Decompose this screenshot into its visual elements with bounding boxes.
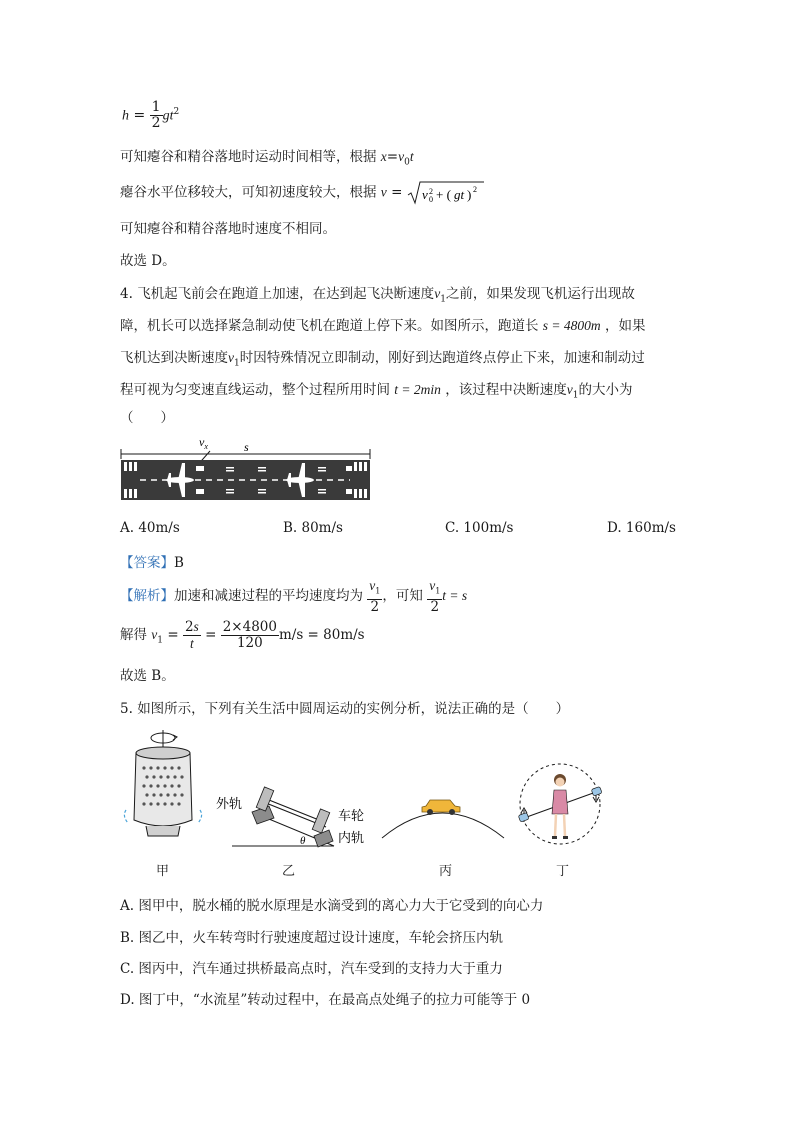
sqrt-formula bbox=[407, 180, 485, 206]
q4-option-b[interactable]: B. 80m/s bbox=[283, 520, 343, 536]
q4-paren: （ ） bbox=[120, 410, 174, 426]
fig-s-label: s bbox=[244, 440, 249, 454]
svg-text:0: 0 bbox=[428, 195, 433, 204]
arch-bridge-figure bbox=[380, 790, 510, 840]
fig-label-bing: 丙 bbox=[439, 864, 453, 879]
water-meteor-figure bbox=[516, 756, 606, 852]
q4-conclude: 故选 B。 bbox=[120, 668, 175, 684]
q4-solve: 解得 $v_1$ = $\frac{2s}{t}$ = $\frac{2\times 4800}{120}$ m/s = 80m/s bbox=[120, 619, 365, 651]
person-icon bbox=[552, 774, 568, 839]
q4-line-3: 飞机达到决断速度$v_1$时因特殊情况立即制动，刚好到达跑道终点停止下来，加速和制动过 bbox=[120, 350, 645, 369]
svg-text:2: 2 bbox=[428, 187, 433, 196]
svg-text:车轮: 车轮 bbox=[338, 809, 365, 824]
svg-text:v: v bbox=[421, 187, 428, 202]
formula-h: h = $\frac{1}{2}$ $gt^2$ bbox=[122, 99, 180, 131]
q5-stem: 5. 如图所示，下列有关生活中圆周运动的实例分析，说法正确的是（ ） bbox=[120, 701, 570, 717]
q4-line-1: 4. 飞机起飞前会在跑道上加速，在达到起飞决断速度$v_1$之前，如果发现飞机运行出现故 bbox=[120, 286, 635, 305]
q5-option-c[interactable]: C. 图丙中，汽车通过拱桥最高点时，汽车受到的支持力大于重力 bbox=[120, 961, 503, 977]
q4-option-a[interactable]: A. 40m/s bbox=[120, 520, 180, 536]
q4-line-4: 程可视为匀变速直线运动，整个过程所用时间 t = 2min ，该过程中决断速度$v_1$的大小为 bbox=[120, 382, 633, 401]
q4-option-c[interactable]: C. 100m/s bbox=[445, 520, 514, 536]
prev-line-4: 故选 D。 bbox=[120, 253, 176, 269]
q4-line-2: 障，机长可以选择紧急制动使飞机在跑道上停下来。如图所示，跑道长 s = 4800m ，如果 bbox=[120, 318, 646, 334]
q4-analysis: 【解析】加速和减速过程的平均速度均为 $\frac{v_1}{2}$ ，可知 $\frac{v_1}{2}$ t = s bbox=[120, 578, 468, 615]
prev-line-1: 可知瘪谷和精谷落地时运动时间相等，根据 $x=v_0t$ bbox=[120, 149, 414, 168]
svg-text:θ: θ bbox=[300, 835, 306, 847]
svg-text:): ) bbox=[466, 187, 472, 202]
svg-text:+ (: + ( bbox=[435, 187, 451, 202]
banked-rail-figure bbox=[214, 770, 384, 850]
prev-line-2: 瘪谷水平位移较大，可知初速度较大，根据 v = v 2 0 + ( gt ) 2 bbox=[120, 180, 485, 206]
svg-text:外轨: 外轨 bbox=[216, 797, 243, 812]
svg-text:gt: gt bbox=[453, 187, 464, 202]
q5-option-b[interactable]: B. 图乙中，火车转弯时行驶速度超过设计速度，车轮会挤压内轨 bbox=[120, 930, 504, 946]
q5-option-a[interactable]: A. 图甲中，脱水桶的脱水原理是水滴受到的离心力大于它受到的向心力 bbox=[120, 898, 544, 914]
runway-figure bbox=[118, 434, 374, 504]
q4-answer: 【答案】B bbox=[120, 555, 184, 571]
spin-dryer-figure bbox=[118, 728, 208, 848]
fig-label-jia: 甲 bbox=[156, 864, 170, 879]
fig-vx-label: $v_x$ bbox=[199, 435, 208, 451]
prev-line-3: 可知瘪谷和精谷落地时速度不相同。 bbox=[120, 221, 336, 237]
fig-label-yi: 乙 bbox=[282, 864, 296, 879]
fig-label-ding: 丁 bbox=[556, 864, 570, 879]
svg-text:2: 2 bbox=[472, 185, 477, 194]
svg-text:内轨: 内轨 bbox=[338, 831, 365, 846]
q4-option-d[interactable]: D. 160m/s bbox=[607, 520, 676, 536]
q5-option-d[interactable]: D. 图丁中，“水流星”转动过程中，在最高点处绳子的拉力可能等于 0 bbox=[120, 992, 531, 1008]
